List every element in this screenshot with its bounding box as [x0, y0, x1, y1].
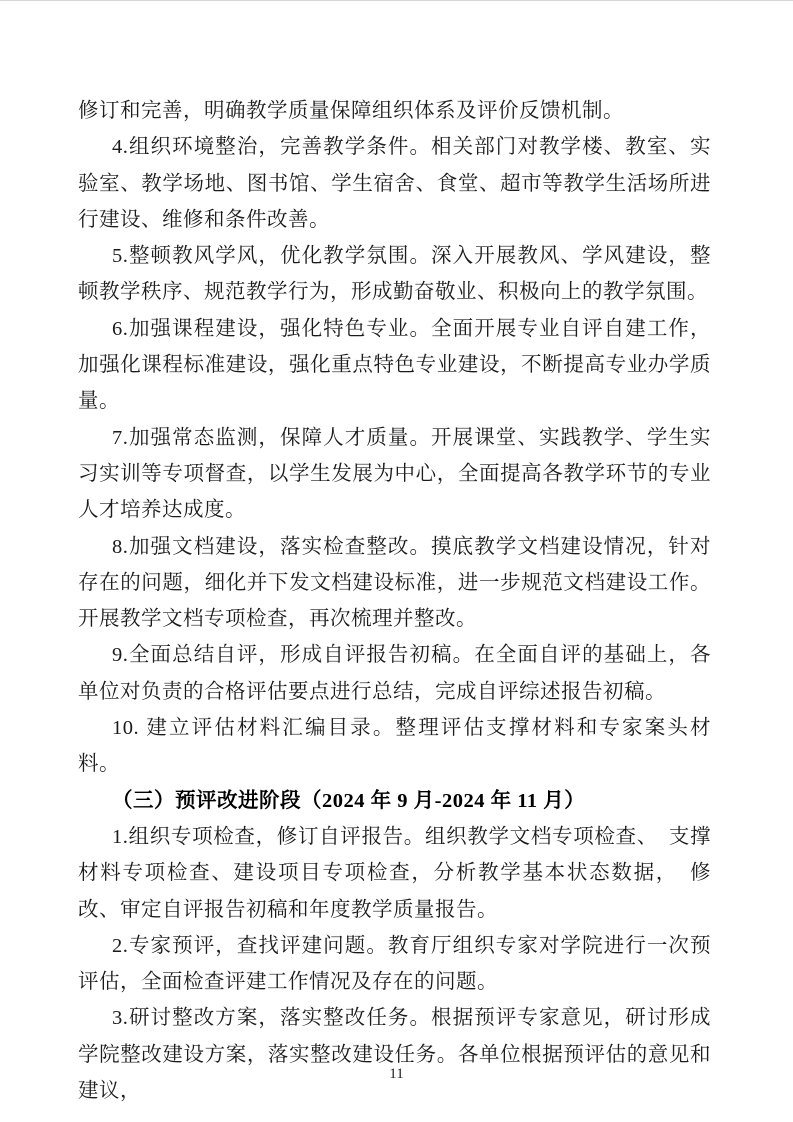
paragraph: 修订和完善，明确教学质量保障组织体系及评价反馈机制。	[78, 100, 624, 122]
document-body	[78, 93, 711, 1109]
paragraph: 2.专家预评，查找评建问题。教育厅组织专家对学院进行一次预评估，全面检查评建工作情况及存在的问题。	[78, 934, 711, 994]
page-footer	[0, 1065, 793, 1083]
paragraph: 4.组织环境整治，完善教学条件。相关部门对教学楼、教室、实验室、教学场地、图书馆、学生宿舍、食堂、超市等教学生活场所进行建设、维修和条件改善。	[78, 136, 711, 231]
paragraph: 8.加强文档建设，落实检查整改。摸底教学文档建设情况，针对存在的问题，细化并下发文档建设标准，进一步规范文档建设工作。开展教学文档专项检查，再次梳理并整改。	[78, 535, 711, 631]
page-number: 11	[389, 1066, 404, 1082]
paragraph: 5.整顿教风学风，优化教学氛围。深入开展教风、学风建设，整顿教学秩序、规范教学行为，形成勤奋敬业、积极向上的教学氛围。	[78, 245, 711, 304]
section-heading: （三）预评改进阶段（2024 年 9 月-2024 年 11 月）	[112, 789, 586, 812]
paragraph: 6.加强课程建设，强化特色专业。全面开展专业自评自建工作，加强化课程标准建设，强化重点特色专业建设，不断提高专业办学质量。	[78, 317, 711, 413]
paragraph: 1.组织专项检查，修订自评报告。组织教学文档专项检查、 支撑材料专项检查、建设项目专项检查，分析教学基本状态数据， 修改、审定自评报告初稿和年度教学质量报告。	[78, 825, 711, 921]
paragraph: 10. 建立评估材料汇编目录。整理评估支撑材料和专家案头材料。	[78, 717, 711, 776]
paragraph: 9.全面总结自评，形成自评报告初稿。在全面自评的基础上，各单位对负责的合格评估要点进行总结，完成自评综述报告初稿。	[78, 644, 711, 703]
paragraph: 7.加强常态监测，保障人才质量。开展课堂、实践教学、学生实习实训等专项督查，以学生发展为中心，全面提高各教学环节的专业人才培养达成度。	[78, 426, 711, 522]
paragraph: 3.研讨整改方案，落实整改任务。根据预评专家意见，研讨形成学院整改建设方案，落实整改建设任务。各单位根据预评估的意见和建议，	[78, 1007, 711, 1103]
